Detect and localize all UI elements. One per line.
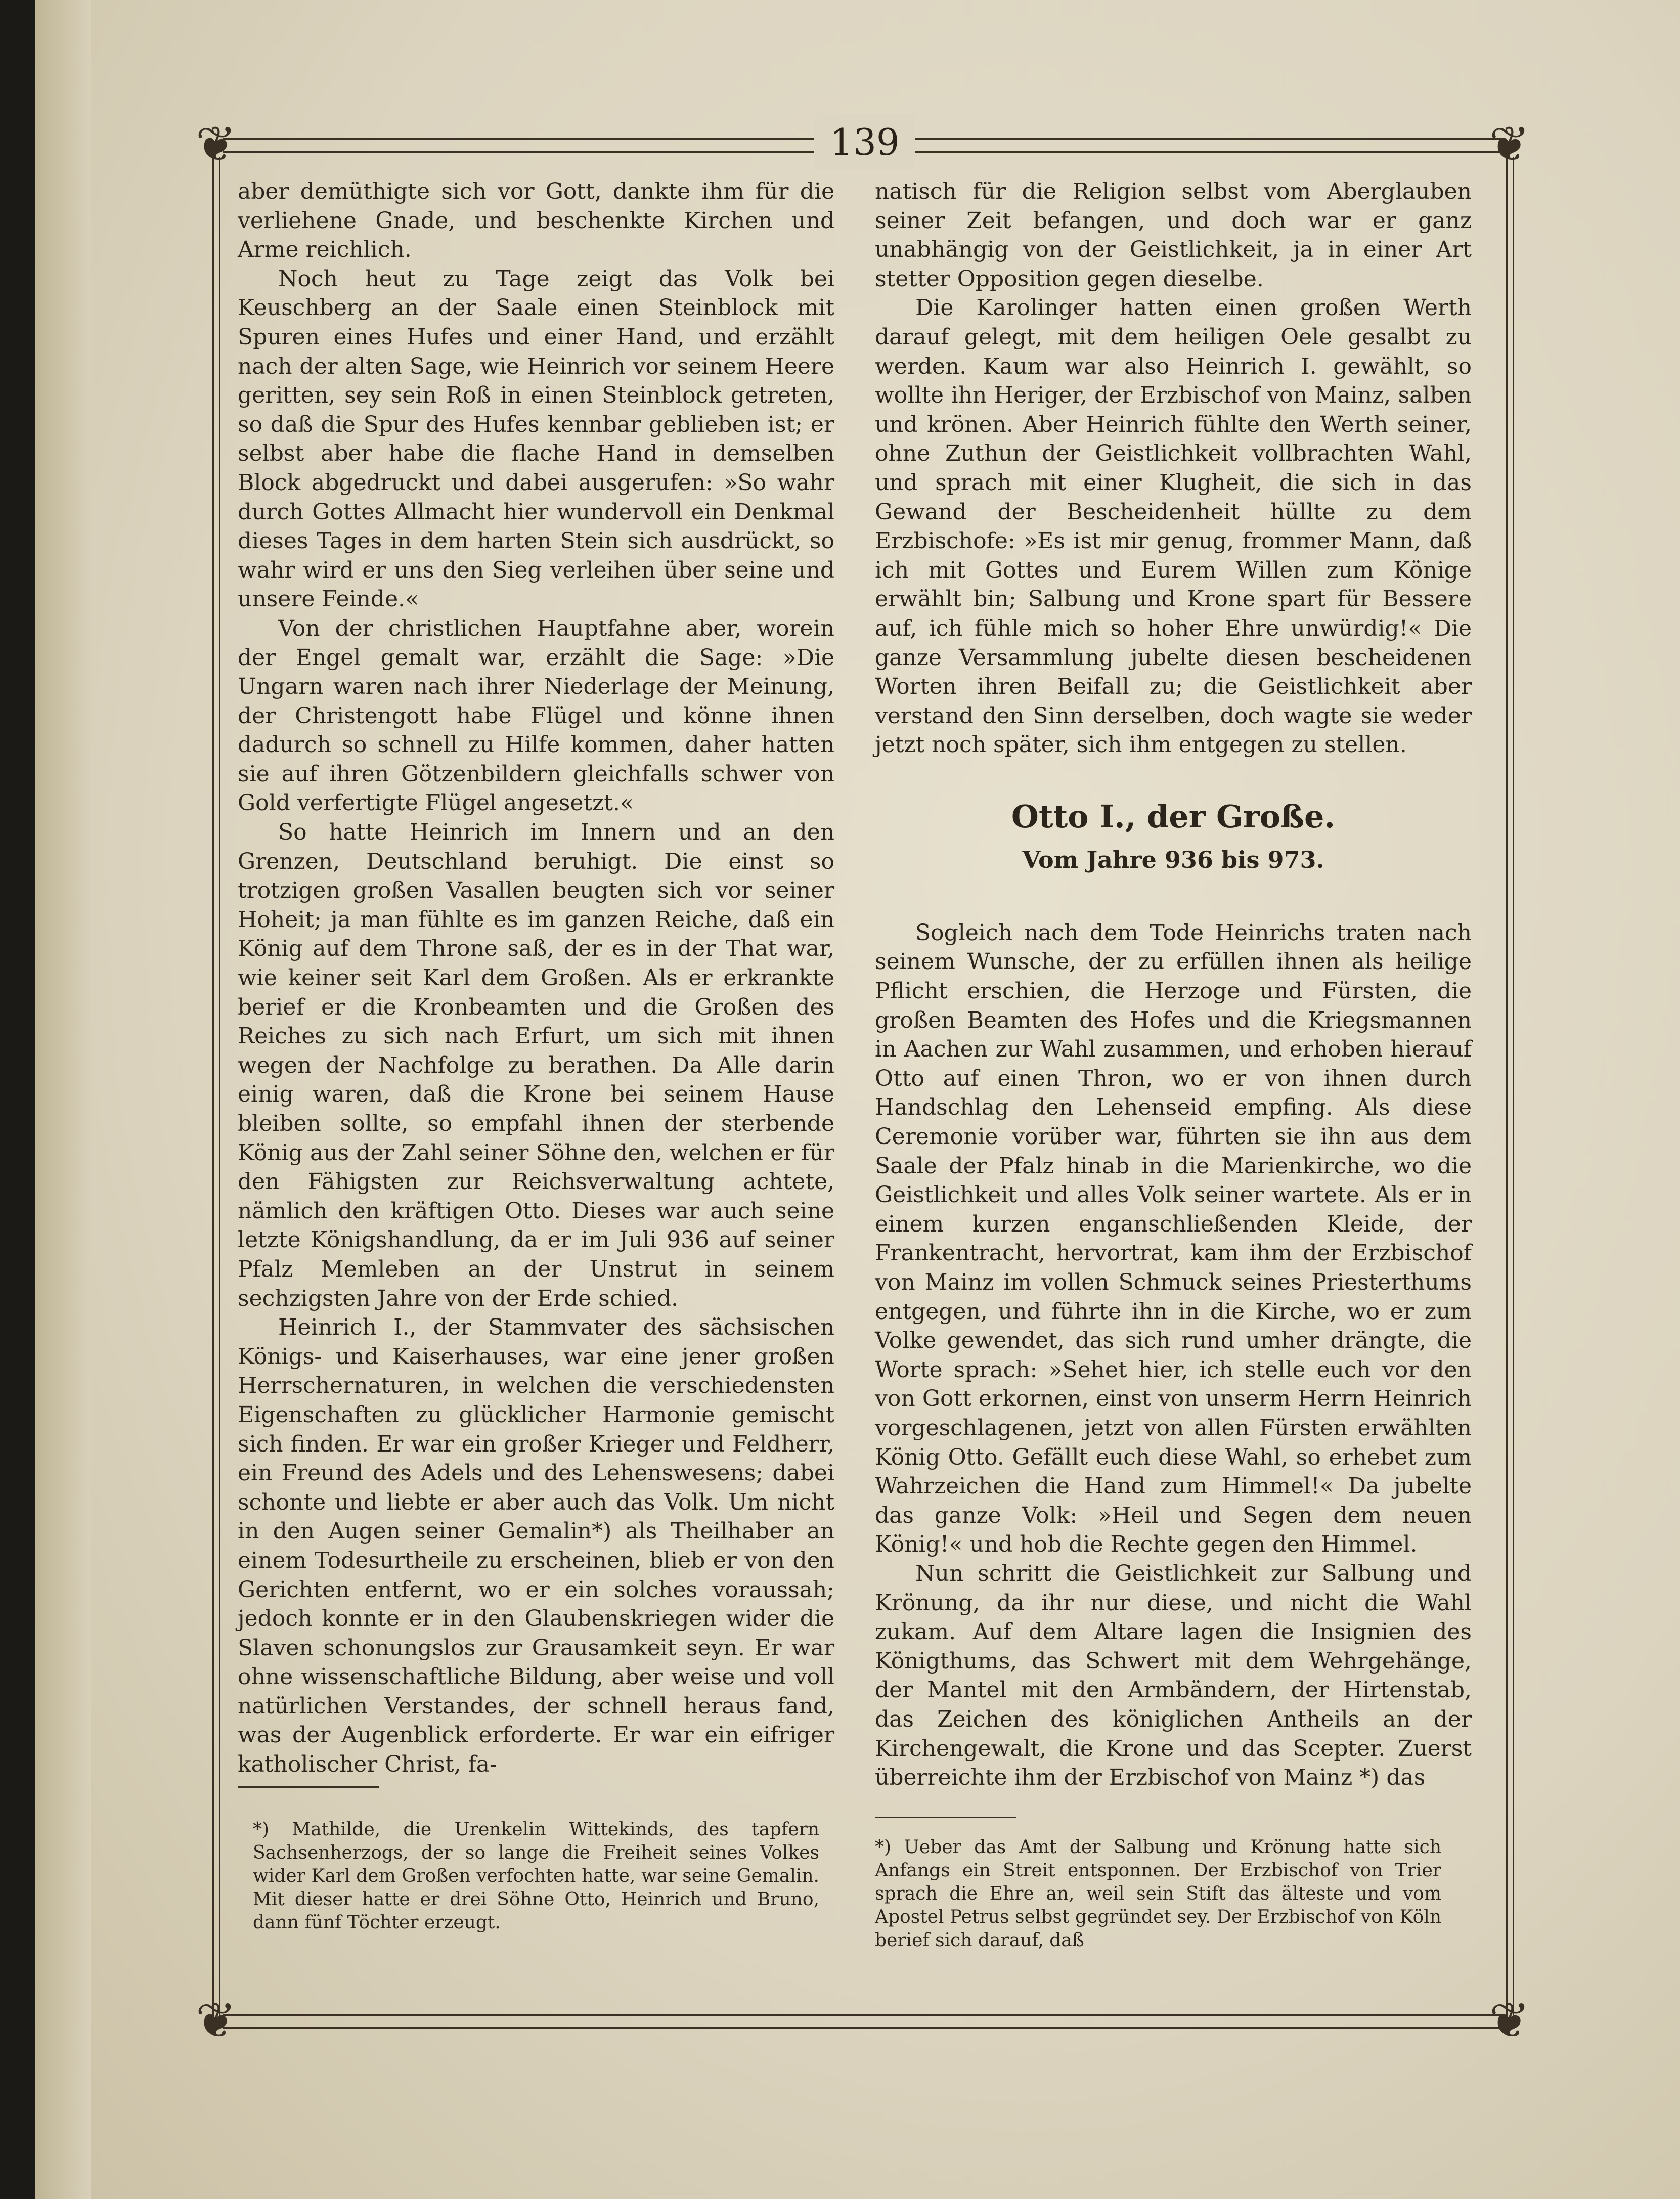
frame-right-border [1506, 157, 1514, 2018]
ornamental-knot-icon: ❦ [1489, 116, 1530, 172]
page-binding [35, 0, 91, 2199]
body-paragraph: Die Karolinger hatten einen großen Werth darauf gelegt, mit dem heiligen Oele gesalbt zu werden. Kaum war also Heinrich I. gewählt, so wollte ihn Heriger, der Erzbischof von Mainz, salben und krönen. Aber Heinrich fühlte den Werth seiner, ohne Zuthun der Geistlichkeit vollbrachten Wahl, und sprach mit einer Klugheit, die sich in das Gewand der Bescheidenheit hüllte zu dem Erzbischofe: »Es ist mir genug, frommer Mann, daß ich mit Gottes und Eurem Willen zum Könige erwählt bin; Salbung und Krone spart für Bessere auf, ich fühle mich so hoher Ehre unwürdig!« Die ganze Versammlung jubelte diesen bescheidenen Worten ihren Beifall zu; die Geistlichkeit aber verstand den Sinn derselben, doch wagte sie weder jetzt noch später, sich ihm entgegen zu stellen. [875, 295, 1472, 758]
page-number: 139 [814, 114, 915, 170]
body-paragraph: So hatte Heinrich im Innern und an den Grenzen, Deutschland beruhigt. Die einst so trotzigen großen Vasallen beugten sich vor seiner Hoheit; ja man fühlte es im ganzen Reiche, daß ein König auf dem Throne saß, der es in der That war, wie keiner seit Karl dem Großen. Als er erkrankte berief er die Kronbeamten und die Großen des Reiches zu sich nach Erfurt, um sich mit ihnen wegen der Nachfolge zu berathen. Da Alle darin einig waren, daß die Krone bei seinem Hause bleiben sollte, so empfahl ihnen der sterbende König aus der Zahl seiner Söhne den, welchen er für den Fähigsten zur Reichsverwaltung achtete, nämlich den kräftigen Otto. Dieses war auch seine letzte Königshandlung, da er im Juli 936 auf seiner Pfalz Memleben an der Unstrut in seinem sechzigsten Jahre von der Erde schied. [238, 819, 834, 1311]
right-text-column [875, 177, 1472, 1792]
ornamental-knot-icon: ❦ [195, 1992, 237, 2049]
body-paragraph: Sogleich nach dem Tode Heinrichs traten nach seinem Wunsche, der zu erfüllen ihnen als heilige Pflicht erschien, die Herzoge und Fürsten, die großen Beamten des Hofes und die Kriegsmannen in Aachen zur Wahl zusammen, und erhoben hierauf Otto auf einen Thron, wo er von ihnen durch Handschlag den Lehenseid empfing. Als diese Ceremonie vorüber war, führten sie ihn aus dem Saale der Pfalz hinab in die Marienkirche, wo die Geistlichkeit und alles Volk seiner wartete. Als er in einem kurzen enganschließenden Kleide, der Frankentracht, hervortrat, kam ihm der Erzbischof von Mainz im vollen Schmuck seines Priesterthums entgegen, und führte ihn in die Kirche, wo er zum Volke gewendet, das sich rund umher drängte, die Worte sprach: »Sehet hier, ich stelle euch vor den von Gott erkornen, einst von unserm Herrn Heinrich vorgeschlagenen, jetzt von allen Fürsten erwählten König Otto. Gefällt euch diese Wahl, so erhebet zum Wahrzeichen die Hand zum Himmel!« Da jubelte das ganze Volk: »Heil und Segen dem neuen König!« und hob die Rechte gegen den Himmel. [875, 919, 1472, 1558]
section-heading: Otto I., der Große. [1011, 798, 1336, 835]
body-paragraph: Nun schritt die Geistlichkeit zur Salbung und Krönung, da ihr nur diese, und nicht die Wahl zukam. Auf dem Altare lagen die Insignien des Königthums, das Schwert mit dem Wehrgehänge, der Mantel mit den Armbändern, der Hirtenstab, das Zeichen des königlichen Antheils an der Kirchengewalt, die Krone und das Scepter. Zuerst überreichte ihm der Erzbischof von Mainz *) das [875, 1560, 1472, 1791]
right-column-top-text [875, 177, 1472, 760]
ornamental-knot-icon: ❦ [195, 116, 237, 172]
footnote-rule [238, 1786, 379, 1788]
body-paragraph: Noch heut zu Tage zeigt das Volk bei Keuschberg an der Saale einen Steinblock mit Spuren eines Hufes und einer Hand, und erzählt nach der alten Sage, wie Heinrich vor seinem Heere geritten, sey sein Roß in einen Steinblock getreten, so daß die Spur des Hufes kennbar geblieben ist; er selbst aber habe die flache Hand in demselben Block abgedruckt und dabei ausgerufen: »So wahr durch Gottes Allmacht hier wundervoll ein Denkmal dieses Tages in dem harten Stein sich ausdrückt, so wahr wird er uns den Sieg verleihen über seine und unsere Feinde.« [238, 266, 834, 612]
frame-left-border [212, 157, 220, 2018]
footnote-left: *) Mathilde, die Urenkelin Wittekinds, des tapfern Sachsenherzogs, der so lange die Freiheit seines Volkes wider Karl dem Großen verfochten hatte, war seine Gemalin. Mit dieser hatte er drei Söhne Otto, Heinrich und Bruno, dann fünf Töchter erzeugt. [253, 1819, 819, 1933]
right-column-bottom-text [875, 918, 1472, 1792]
footnote-right: *) Ueber das Amt der Salbung und Krönung hatte sich Anfangs ein Streit entsponnen. Der Erzbischof von Trier sprach die Ehre an, weil sein Stift das älteste und vom Apostel Petrus selbst gegründet sey. Der Erzbischof von Köln berief sich darauf, daß [875, 1837, 1441, 1951]
left-text-column [238, 177, 834, 1779]
footnote-rule [875, 1817, 1016, 1818]
body-paragraph: natisch für die Religion selbst vom Aberglauben seiner Zeit befangen, und doch war er ganz unabhängig von der Geistlichkeit, ja in einer Art stetter Opposition gegen dieselbe. [875, 179, 1472, 292]
body-paragraph: aber demüthigte sich vor Gott, dankte ihm für die verliehene Gnade, und beschenkte Kirchen und Arme reichlich. [238, 179, 834, 263]
ornamental-knot-icon: ❦ [1489, 1992, 1530, 2049]
frame-bottom-border [223, 2014, 1502, 2029]
body-paragraph: Von der christlichen Hauptfahne aber, worein der Engel gemalt war, erzählt die Sage: »Die Ungarn waren nach ihrer Niederlage der Meinung, der Christengott habe Flügel und könne ihnen dadurch so schnell zu Hilfe kommen, daher hatten sie auf ihren Götzenbildern gleichfalls schwer von Gold verfertigte Flügel angesetzt.« [238, 615, 834, 816]
body-paragraph: Heinrich I., der Stammvater des sächsischen Königs- und Kaiserhauses, war eine jener großen Herrschernaturen, in welchen die verschiedensten Eigenschaften zu glücklicher Harmonie gemischt sich finden. Er war ein großer Krieger und Feldherr, ein Freund des Adels und des Lehenswesens; dabei schonte und liebte er aber auch das Volk. Um nicht in den Augen seiner Gemalin*) als Theilhaber an einem Todesurtheile zu erscheinen, blieb er von den Gerichten entfernt, wo er ein solches voraussah; jedoch konnte er in den Glaubenskriegen wider die Slaven schonungslos zur Grausamkeit seyn. Er war ohne wissenschaftliche Bildung, aber weise und voll natürlichen Verstandes, der schnell heraus fand, was der Augenblick erforderte. Er war ein eifriger katholischer Christ, fa- [238, 1314, 834, 1778]
section-subheading: Vom Jahre 936 bis 973. [1022, 846, 1324, 873]
